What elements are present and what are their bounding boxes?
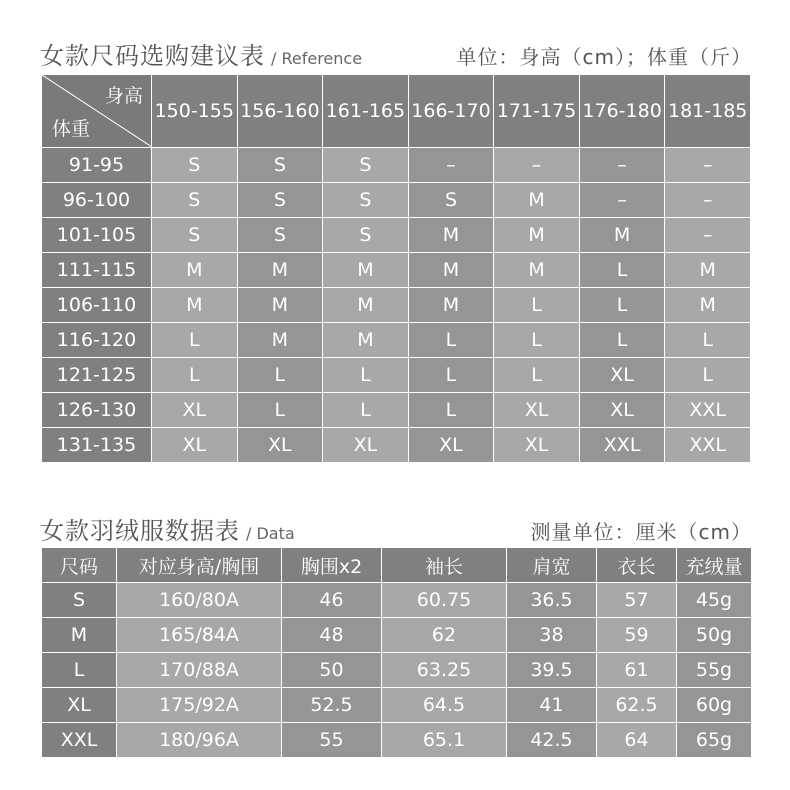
size-cell: L [323,393,409,428]
height-range-header: 171-175 [494,75,580,148]
size-cell: L [579,323,665,358]
size-cell: – [408,148,494,183]
size-label-cell: XXL [42,723,117,758]
size-table-row [42,218,751,253]
size-cell: L [494,323,580,358]
size-cell: S [152,148,238,183]
measurement-cell: 52.5 [282,688,382,723]
data-table-header: 衣长 [597,548,677,583]
size-chart-subtitle: / Reference [271,49,363,68]
weight-range-cell: 131-135 [42,428,152,463]
measurement-cell: 65g [677,723,752,758]
size-cell: – [665,183,751,218]
size-cell: L [665,358,751,393]
height-range-header: 161-165 [323,75,409,148]
size-cell: XL [237,428,323,463]
size-recommendation-table [41,74,751,463]
size-cell: XL [579,358,665,393]
measurement-cell: 170/88A [117,653,282,688]
size-cell: S [323,183,409,218]
measurement-cell: 50 [282,653,382,688]
weight-range-cell: 121-125 [42,358,152,393]
size-label-cell: M [42,618,117,653]
measurement-cell: 41 [507,688,597,723]
data-table-header: 袖长 [382,548,507,583]
size-cell: – [494,148,580,183]
size-cell: M [494,218,580,253]
size-cell: L [665,323,751,358]
size-cell: XL [408,428,494,463]
weight-range-cell: 91-95 [42,148,152,183]
height-range-header: 150-155 [152,75,238,148]
size-cell: M [665,253,751,288]
size-cell: S [152,218,238,253]
height-range-header: 166-170 [408,75,494,148]
data-table-header: 尺码 [42,548,117,583]
measurement-cell: 62 [382,618,507,653]
size-cell: M [323,253,409,288]
size-cell: M [323,323,409,358]
size-cell: L [237,393,323,428]
size-cell: M [237,253,323,288]
size-cell: M [323,288,409,323]
size-cell: – [579,183,665,218]
size-cell: L [237,358,323,393]
measurement-cell: 60.75 [382,583,507,618]
measurement-cell: 38 [507,618,597,653]
weight-range-cell: 116-120 [42,323,152,358]
size-cell: S [323,218,409,253]
measurement-cell: 50g [677,618,752,653]
weight-range-cell: 126-130 [42,393,152,428]
measurement-cell: 59 [597,618,677,653]
size-chart-title-main: 女款尺码选购建议表 [40,42,265,70]
size-cell: L [408,358,494,393]
size-cell: XL [152,393,238,428]
size-cell: L [579,288,665,323]
corner-weight-label: 体重 [52,118,91,140]
size-cell: XL [494,393,580,428]
size-table-row [42,323,751,358]
size-label-cell: L [42,653,117,688]
size-table-header-row [42,75,751,148]
size-cell: L [494,358,580,393]
measurement-cell: 64 [597,723,677,758]
data-table-row [42,583,752,618]
size-table-corner-cell [42,75,152,148]
size-cell: – [665,218,751,253]
measurement-cell: 64.5 [382,688,507,723]
size-cell: S [237,218,323,253]
data-table-row [42,723,752,758]
size-cell: M [408,218,494,253]
size-cell: M [237,323,323,358]
size-table-row [42,393,751,428]
data-chart-unit: 测量单位：厘米（cm） [530,520,752,544]
size-cell: M [152,253,238,288]
measurement-cell: 180/96A [117,723,282,758]
corner-height-label: 身高 [104,85,143,107]
size-cell: XXL [665,393,751,428]
size-cell: XL [152,428,238,463]
size-cell: L [323,358,409,393]
measurement-cell: 48 [282,618,382,653]
size-table-row [42,288,751,323]
size-chart-title-row [40,36,752,71]
size-chart-title [40,36,362,71]
measurement-cell: 62.5 [597,688,677,723]
size-cell: L [579,253,665,288]
data-chart-subtitle: / Data [246,524,295,543]
data-table-row [42,688,752,723]
data-table-header: 胸围x2 [282,548,382,583]
size-table-row [42,428,751,463]
size-cell: XL [579,393,665,428]
measurement-cell: 65.1 [382,723,507,758]
measurement-cell: 165/84A [117,618,282,653]
size-table-row [42,253,751,288]
measurement-cell: 63.25 [382,653,507,688]
size-chart-unit: 单位：身高（cm）；体重（斤） [456,45,752,69]
data-chart-title-row [40,511,752,546]
data-table-header: 充绒量 [677,548,752,583]
data-table-header: 对应身高/胸围 [117,548,282,583]
size-cell: M [408,253,494,288]
size-cell: M [665,288,751,323]
weight-range-cell: 106-110 [42,288,152,323]
size-cell: S [152,183,238,218]
size-cell: L [408,393,494,428]
height-range-header: 156-160 [237,75,323,148]
size-cell: M [494,253,580,288]
size-cell: XL [494,428,580,463]
measurement-cell: 42.5 [507,723,597,758]
size-cell: – [665,148,751,183]
size-cell: L [408,323,494,358]
size-table-row [42,358,751,393]
size-table-row [42,183,751,218]
size-cell: M [237,288,323,323]
size-label-cell: S [42,583,117,618]
data-chart-title-main: 女款羽绒服数据表 [40,517,240,545]
size-cell: XXL [579,428,665,463]
measurement-cell: 55 [282,723,382,758]
measurement-cell: 45g [677,583,752,618]
data-table-row [42,653,752,688]
size-label-cell: XL [42,688,117,723]
height-range-header: 181-185 [665,75,751,148]
measurement-cell: 55g [677,653,752,688]
data-table-header-row [42,548,752,583]
size-cell: L [152,323,238,358]
size-cell: M [152,288,238,323]
measurement-cell: 46 [282,583,382,618]
measurement-cell: 39.5 [507,653,597,688]
size-cell: S [237,183,323,218]
size-cell: – [579,148,665,183]
measurement-cell: 36.5 [507,583,597,618]
measurement-cell: 61 [597,653,677,688]
size-cell: S [408,183,494,218]
size-cell: M [408,288,494,323]
size-cell: L [152,358,238,393]
height-range-header: 176-180 [579,75,665,148]
data-chart-title [40,511,295,546]
size-cell: L [494,288,580,323]
size-cell: M [579,218,665,253]
data-table-header: 肩宽 [507,548,597,583]
size-cell: S [323,148,409,183]
data-table-row [42,618,752,653]
weight-range-cell: 96-100 [42,183,152,218]
down-jacket-data-table [41,547,752,758]
size-cell: S [237,148,323,183]
measurement-cell: 60g [677,688,752,723]
measurement-cell: 175/92A [117,688,282,723]
size-table-row [42,148,751,183]
measurement-cell: 57 [597,583,677,618]
weight-range-cell: 111-115 [42,253,152,288]
size-cell: M [494,183,580,218]
size-cell: XXL [665,428,751,463]
size-cell: XL [323,428,409,463]
measurement-cell: 160/80A [117,583,282,618]
weight-range-cell: 101-105 [42,218,152,253]
